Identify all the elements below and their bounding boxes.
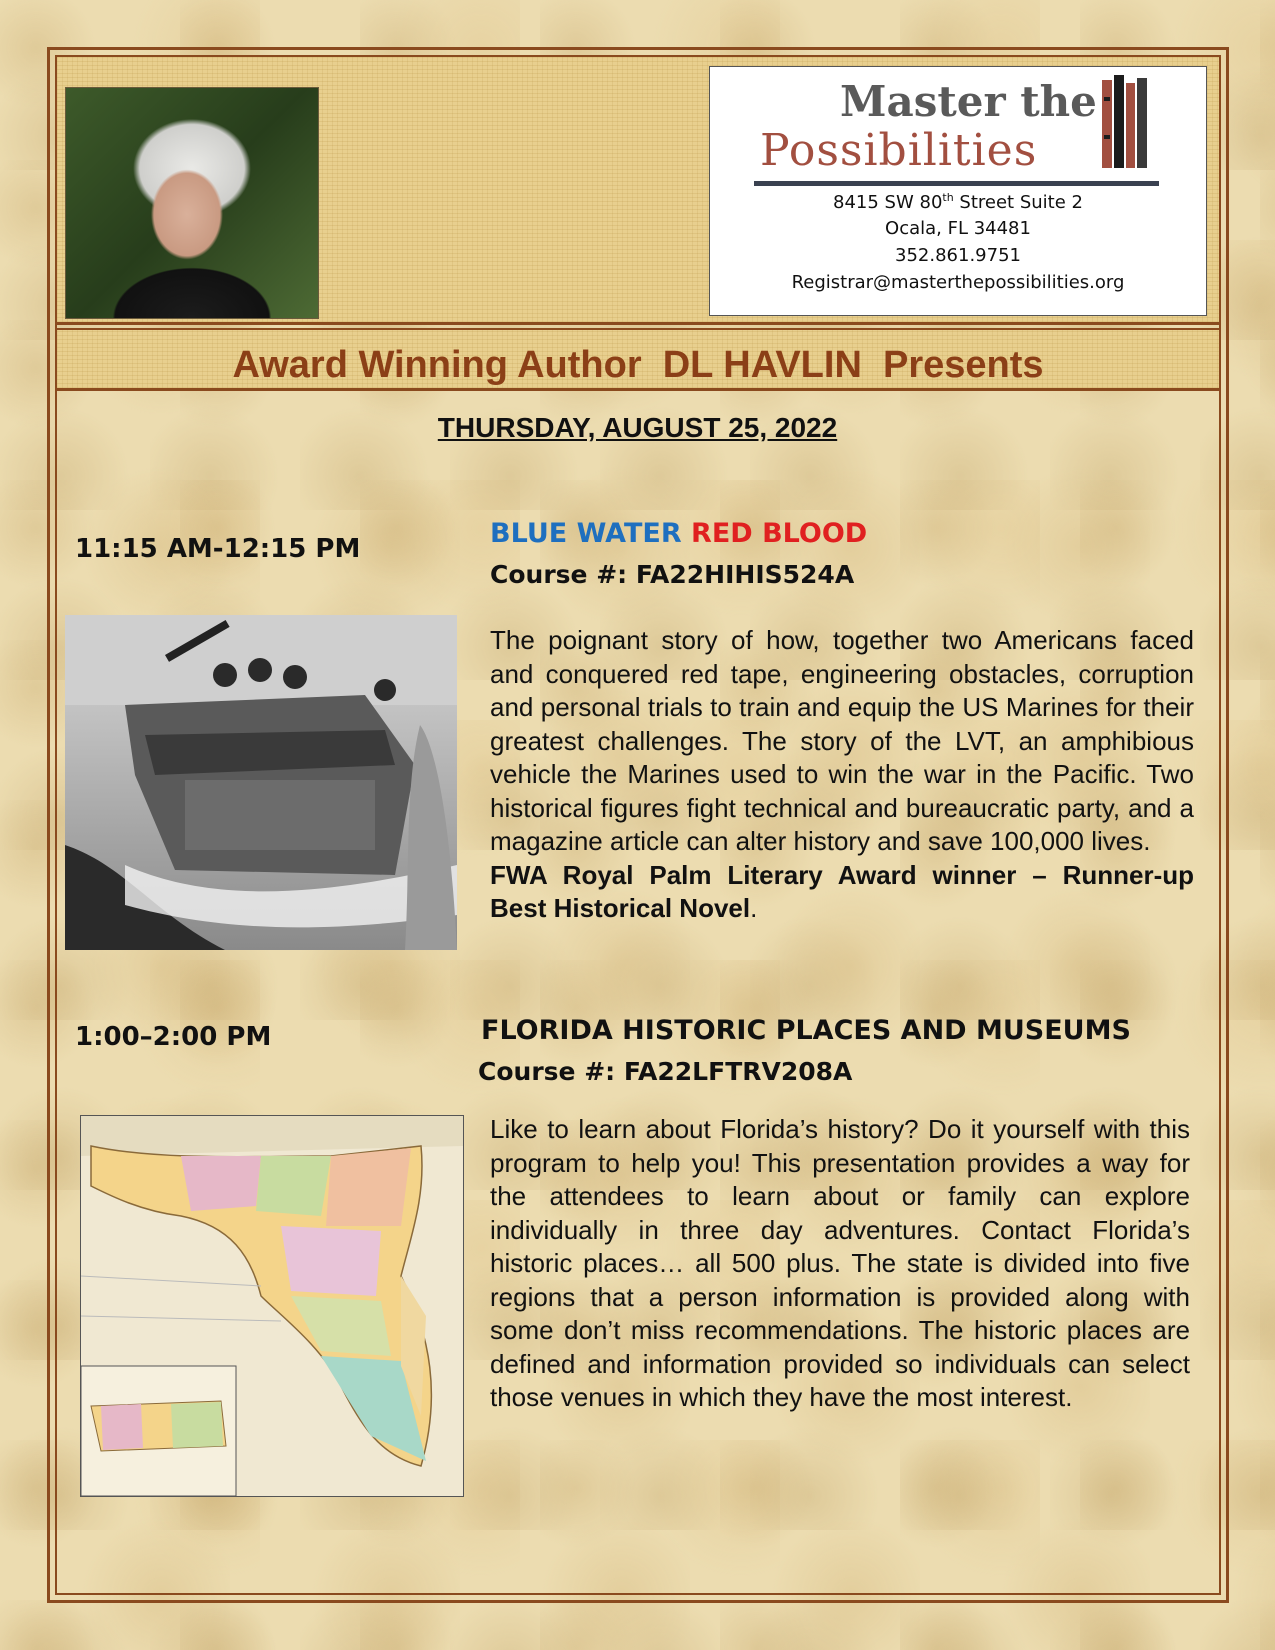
page-title: Award Winning Author DL HAVLIN Presents: [232, 344, 1044, 386]
session-2-time: 1:00–2:00 PM: [75, 1022, 272, 1052]
session-2-description: Like to learn about Florida’s history? Do it yourself with this program to help you! This presentation provides a way for the attendees to learn about or family can explore individually in three day adventures. Contact Florida’s historic places… all 500 plus. The state is divided into five regions that a person information is provided along with some don’t miss recommendations. The historic places are defined and information provided so individuals can select those venues in which they have the most interest.: [490, 1114, 1190, 1412]
session-1-description: The poignant story of how, together two Americans faced and conquered red tape, engineering obstacles, corruption and personal trials to train and equip the US Marines for their greatest challenges. The story of the LVT, an amphibious vehicle the Marines used to win the war in the Pacific. Two historical figures fight technical and bureaucratic party, and a magazine article can alter history and save 100,000 lives. FWA Royal Palm Literary Award winner – Runner-up Best Historical Novel.: [490, 625, 1194, 923]
lvt-photo: [65, 615, 457, 950]
map-image: [81, 1116, 463, 1496]
logo-box: [709, 66, 1207, 316]
session-1-time: 11:15 AM-12:15 PM: [75, 534, 361, 564]
address-email[interactable]: Registrar@masterthepossibilities.org: [791, 272, 1125, 293]
session-1-course-number: Course #: FA22HIHIS524A: [490, 560, 855, 589]
event-date: THURSDAY, AUGUST 25, 2022: [437, 412, 838, 443]
logo-rule: [754, 181, 1159, 186]
address-phone: 352.861.9751: [895, 245, 1021, 266]
author-photo: [65, 87, 319, 319]
session-2-title: FLORIDA HISTORIC PLACES AND MUSEUMS: [481, 1015, 1131, 1046]
books-icon: [1100, 75, 1150, 170]
session-2-course-number: Course #: FA22LFTRV208A: [478, 1057, 853, 1086]
address-street: 8415 SW 80th Street Suite 2: [833, 191, 1083, 213]
amphibious-vehicle-image: [65, 615, 457, 950]
session-1-award: FWA Royal Palm Literary Award winner – Runner-up Best Historical Novel: [490, 859, 1194, 923]
logo-text-line1: Master the: [840, 77, 1097, 126]
florida-map: [80, 1115, 464, 1497]
logo-text-line2: Possibilities: [760, 125, 1038, 176]
session-1-title: BLUE WATER RED BLOOD: [490, 518, 868, 549]
address-city: Ocala, FL 34481: [885, 218, 1031, 239]
